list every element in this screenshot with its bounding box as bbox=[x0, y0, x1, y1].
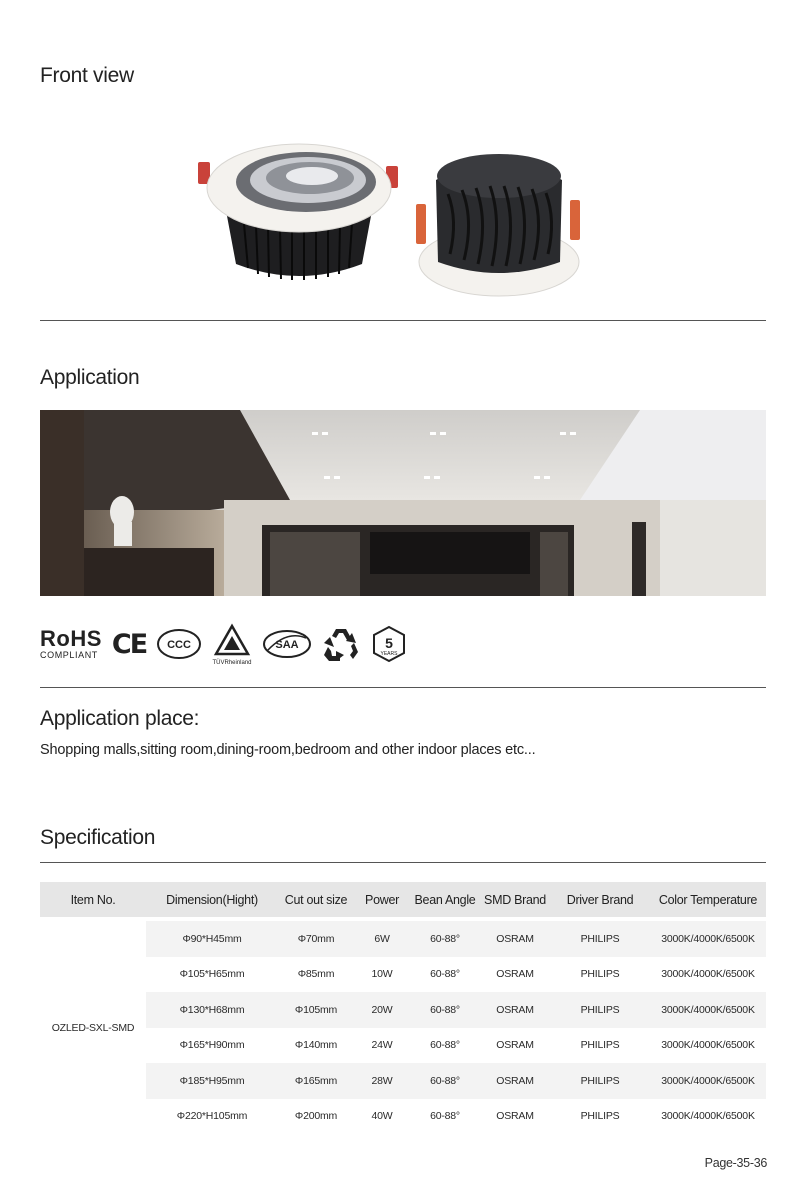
header-cut-out-size: Cut out size bbox=[278, 882, 354, 917]
recycle-icon bbox=[322, 625, 360, 663]
warranty-years-number: 5 bbox=[385, 635, 394, 651]
warranty-years-label: YEARS bbox=[380, 651, 398, 657]
saa-text: SAA bbox=[275, 639, 299, 651]
cut-out-cell: Φ200mm bbox=[278, 1099, 354, 1135]
saa-logo bbox=[262, 628, 312, 660]
table-row bbox=[40, 957, 766, 993]
driver-brand-cell: PHILIPS bbox=[550, 992, 650, 1028]
ccc-logo bbox=[156, 627, 202, 661]
front-view-title: Front view bbox=[40, 64, 134, 87]
application-title: Application bbox=[40, 366, 140, 389]
beam-angle-cell: 60-88° bbox=[410, 957, 480, 993]
color-temp-cell: 3000K/4000K/6500K bbox=[650, 1028, 766, 1064]
color-temp-cell: 3000K/4000K/6500K bbox=[650, 992, 766, 1028]
warranty-5-years-badge bbox=[370, 625, 408, 663]
cut-out-cell: Φ140mm bbox=[278, 1028, 354, 1064]
table-header-row bbox=[40, 882, 766, 917]
dimension-cell: Φ185*H95mm bbox=[146, 1063, 278, 1099]
dimension-cell: Φ105*H65mm bbox=[146, 957, 278, 993]
power-cell: 6W bbox=[354, 921, 410, 957]
application-place-description: Shopping malls,sitting room,dining-room,bedroom and other indoor places etc... bbox=[40, 742, 536, 758]
driver-brand-cell: PHILIPS bbox=[550, 957, 650, 993]
color-temp-cell: 3000K/4000K/6500K bbox=[650, 1063, 766, 1099]
rohs-text: RoHS bbox=[40, 626, 102, 651]
cut-out-cell: Φ85mm bbox=[278, 957, 354, 993]
specification-table bbox=[40, 882, 766, 1134]
color-temp-cell: 3000K/4000K/6500K bbox=[650, 957, 766, 993]
tuv-text: TÜVRheinland bbox=[212, 660, 252, 666]
power-cell: 10W bbox=[354, 957, 410, 993]
smd-brand-cell: OSRAM bbox=[480, 921, 550, 957]
application-interior-photo bbox=[40, 410, 766, 596]
smd-brand-cell: OSRAM bbox=[480, 992, 550, 1028]
header-color-temperature: Color Temperature bbox=[650, 882, 766, 917]
divider bbox=[40, 687, 766, 688]
driver-brand-cell: PHILIPS bbox=[550, 1028, 650, 1064]
item-number-cell: OZLED-SXL-SMD bbox=[40, 921, 146, 1134]
dimension-cell: Φ220*H105mm bbox=[146, 1099, 278, 1135]
specification-title: Specification bbox=[40, 826, 156, 849]
table-row bbox=[40, 1028, 766, 1064]
table-row bbox=[40, 992, 766, 1028]
table-row bbox=[40, 921, 766, 957]
cut-out-cell: Φ105mm bbox=[278, 992, 354, 1028]
divider bbox=[40, 320, 766, 321]
header-smd-brand: SMD Brand bbox=[480, 882, 550, 917]
application-place-title: Application place: bbox=[40, 707, 200, 730]
beam-angle-cell: 60-88° bbox=[410, 1099, 480, 1135]
downlight-front-image bbox=[196, 138, 402, 288]
downlight-back-image bbox=[414, 150, 584, 298]
driver-brand-cell: PHILIPS bbox=[550, 1099, 650, 1135]
ce-logo: CE bbox=[111, 628, 147, 660]
header-driver-brand: Driver Brand bbox=[550, 882, 650, 917]
header-dimension: Dimension(Hight) bbox=[146, 882, 278, 917]
beam-angle-cell: 60-88° bbox=[410, 1063, 480, 1099]
header-power: Power bbox=[354, 882, 410, 917]
driver-brand-cell: PHILIPS bbox=[550, 1063, 650, 1099]
beam-angle-cell: 60-88° bbox=[410, 921, 480, 957]
beam-angle-cell: 60-88° bbox=[410, 1028, 480, 1064]
tuv-logo bbox=[212, 622, 252, 666]
table-row bbox=[40, 1063, 766, 1099]
divider bbox=[40, 862, 766, 863]
dimension-cell: Φ165*H90mm bbox=[146, 1028, 278, 1064]
power-cell: 40W bbox=[354, 1099, 410, 1135]
dimension-cell: Φ130*H68mm bbox=[146, 992, 278, 1028]
cut-out-cell: Φ70mm bbox=[278, 921, 354, 957]
smd-brand-cell: OSRAM bbox=[480, 957, 550, 993]
smd-brand-cell: OSRAM bbox=[480, 1063, 550, 1099]
ccc-text: CCC bbox=[167, 639, 192, 651]
smd-brand-cell: OSRAM bbox=[480, 1028, 550, 1064]
color-temp-cell: 3000K/4000K/6500K bbox=[650, 1099, 766, 1135]
page-number: Page-35-36 bbox=[704, 1156, 767, 1170]
header-item-no: Item No. bbox=[40, 882, 146, 917]
header-beam-angle: Bean Angle bbox=[410, 882, 480, 917]
beam-angle-cell: 60-88° bbox=[410, 992, 480, 1028]
rohs-compliant-text: COMPLIANT bbox=[40, 650, 98, 660]
power-cell: 28W bbox=[354, 1063, 410, 1099]
color-temp-cell: 3000K/4000K/6500K bbox=[650, 921, 766, 957]
power-cell: 20W bbox=[354, 992, 410, 1028]
rohs-logo bbox=[40, 628, 102, 660]
driver-brand-cell: PHILIPS bbox=[550, 921, 650, 957]
certification-logos bbox=[40, 622, 408, 666]
smd-brand-cell: OSRAM bbox=[480, 1099, 550, 1135]
cut-out-cell: Φ165mm bbox=[278, 1063, 354, 1099]
power-cell: 24W bbox=[354, 1028, 410, 1064]
table-row bbox=[40, 1099, 766, 1135]
dimension-cell: Φ90*H45mm bbox=[146, 921, 278, 957]
